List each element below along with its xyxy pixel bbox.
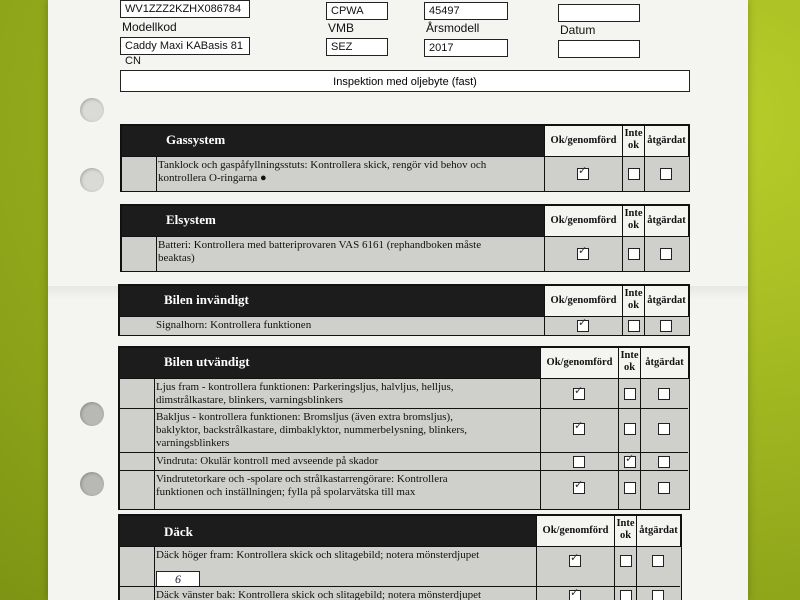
fixed-checkbox[interactable] — [660, 320, 672, 332]
vin-field: WV1ZZZ2KZHX086784 — [120, 0, 250, 18]
order-number-field: 45497 — [424, 2, 508, 20]
section-elsystem — [120, 204, 690, 272]
row-text: Batteri: Kontrollera med batteriprovaren VAS 6161 (rephandboken måste beaktas) — [158, 239, 482, 264]
not-ok-checkbox[interactable] — [624, 482, 636, 494]
blank-field — [558, 4, 640, 22]
section-bilen-invandigt — [118, 284, 690, 336]
section-dack — [118, 514, 682, 600]
table-row — [120, 546, 680, 587]
fixed-checkbox[interactable] — [660, 248, 672, 260]
section-title: Bilen invändigt — [164, 292, 249, 307]
section-title: Gassystem — [166, 132, 226, 147]
row-text: Signalhorn: Kontrollera funktionen — [156, 319, 312, 331]
ok-checkbox[interactable] — [577, 248, 589, 260]
col-ok: Ok/genomförd — [536, 516, 614, 546]
ok-checkbox[interactable] — [577, 320, 589, 332]
col-not-ok: Inte ok — [622, 126, 644, 156]
row-text: Ljus fram - kontrollera funktionen: Parkeringsljus, halvljus, helljus, dimstrålkastare, blinkers, varningsblinkers — [156, 381, 454, 406]
ok-checkbox[interactable] — [573, 388, 585, 400]
not-ok-checkbox[interactable] — [628, 168, 640, 180]
section-title: Däck — [164, 524, 193, 539]
not-ok-checkbox[interactable] — [624, 456, 636, 468]
ok-checkbox[interactable] — [573, 423, 585, 435]
row-text: Vindruta: Okulär kontroll med avseende på skador — [156, 455, 379, 467]
fixed-checkbox[interactable] — [658, 456, 670, 468]
model-code-label: Modellkod — [122, 20, 177, 34]
table-row — [120, 470, 688, 509]
table-row — [120, 452, 688, 471]
not-ok-checkbox[interactable] — [624, 423, 636, 435]
col-fixed: åtgärdat — [644, 206, 688, 236]
col-fixed: åtgärdat — [640, 348, 688, 378]
vmb-field: SEZ — [326, 38, 388, 56]
table-row — [122, 156, 688, 191]
col-ok: Ok/genomförd — [544, 126, 622, 156]
not-ok-checkbox[interactable] — [628, 320, 640, 332]
punch-hole — [80, 402, 104, 426]
row-text: Däck vänster bak: Kontrollera skick och slitagebild; notera mönsterdjupet — [156, 589, 482, 600]
fixed-checkbox[interactable] — [652, 555, 664, 567]
col-not-ok: Inte ok — [614, 516, 636, 546]
row-text: Bakljus - kontrollera funktionen: Bromsljus (även extra bromsljus), baklyktor, backstrålkastare, dimbaklyktor, nummerbelysning, blinkers, varningsblinkers — [156, 411, 468, 449]
not-ok-checkbox[interactable] — [620, 590, 632, 600]
table-row — [120, 586, 680, 600]
section-gassystem — [120, 124, 690, 192]
fixed-checkbox[interactable] — [660, 168, 672, 180]
punch-hole — [80, 168, 104, 192]
table-row — [120, 408, 688, 453]
col-fixed: åtgärdat — [644, 126, 688, 156]
date-label: Datum — [560, 23, 596, 37]
col-ok: Ok/genomförd — [544, 286, 622, 316]
ok-checkbox[interactable] — [577, 168, 589, 180]
not-ok-checkbox[interactable] — [628, 248, 640, 260]
ok-checkbox[interactable] — [573, 482, 585, 494]
fixed-checkbox[interactable] — [658, 423, 670, 435]
col-fixed: åtgärdat — [644, 286, 688, 316]
section-header — [122, 206, 688, 236]
inspection-title: Inspektion med oljebyte (fast) — [120, 70, 690, 92]
table-row — [120, 316, 688, 335]
tread-depth-field[interactable]: 6 — [156, 571, 200, 587]
fixed-checkbox[interactable] — [652, 590, 664, 600]
model-year-label: Årsmodell — [426, 21, 480, 35]
fixed-checkbox[interactable] — [658, 388, 670, 400]
table-row — [120, 378, 688, 409]
ok-checkbox[interactable] — [573, 456, 585, 468]
model-year-field: 2017 — [424, 39, 508, 57]
vmb-label: VMB — [328, 21, 355, 35]
engine-code-field: CPWA — [326, 2, 388, 20]
section-bilen-utvandigt — [118, 346, 690, 510]
punch-hole — [80, 98, 104, 122]
ok-checkbox[interactable] — [569, 555, 581, 567]
fixed-checkbox[interactable] — [658, 482, 670, 494]
section-header — [122, 126, 688, 156]
section-header — [120, 516, 680, 546]
section-title: Elsystem — [166, 212, 216, 227]
section-header — [120, 348, 688, 378]
col-ok: Ok/genomförd — [544, 206, 622, 236]
not-ok-checkbox[interactable] — [620, 555, 632, 567]
section-title: Bilen utvändigt — [164, 354, 250, 369]
col-not-ok: Inte ok — [622, 206, 644, 236]
col-fixed: åtgärdat — [636, 516, 680, 546]
row-text: Däck höger fram: Kontrollera skick och slitagebild; notera mönsterdjupet — [156, 549, 480, 561]
ok-checkbox[interactable] — [569, 590, 581, 600]
date-field — [558, 40, 640, 58]
row-text: Tanklock och gaspåfyllningsstuts: Kontrollera skick, rengör vid behov och kontrollera O-ringarna ● — [158, 159, 487, 184]
not-ok-checkbox[interactable] — [624, 388, 636, 400]
col-not-ok: Inte ok — [622, 286, 644, 316]
col-not-ok: Inte ok — [618, 348, 640, 378]
model-code-field: Caddy Maxi KABasis 81 CN — [120, 37, 250, 55]
col-ok: Ok/genomförd — [540, 348, 618, 378]
section-header — [120, 286, 688, 316]
row-text: Vindrutetorkare och -spolare och strålkastarrengörare: Kontrollera funktionen och inställningen; fylla på spolarvätska till max — [156, 473, 448, 498]
punch-hole — [80, 472, 104, 496]
table-row — [122, 236, 688, 271]
